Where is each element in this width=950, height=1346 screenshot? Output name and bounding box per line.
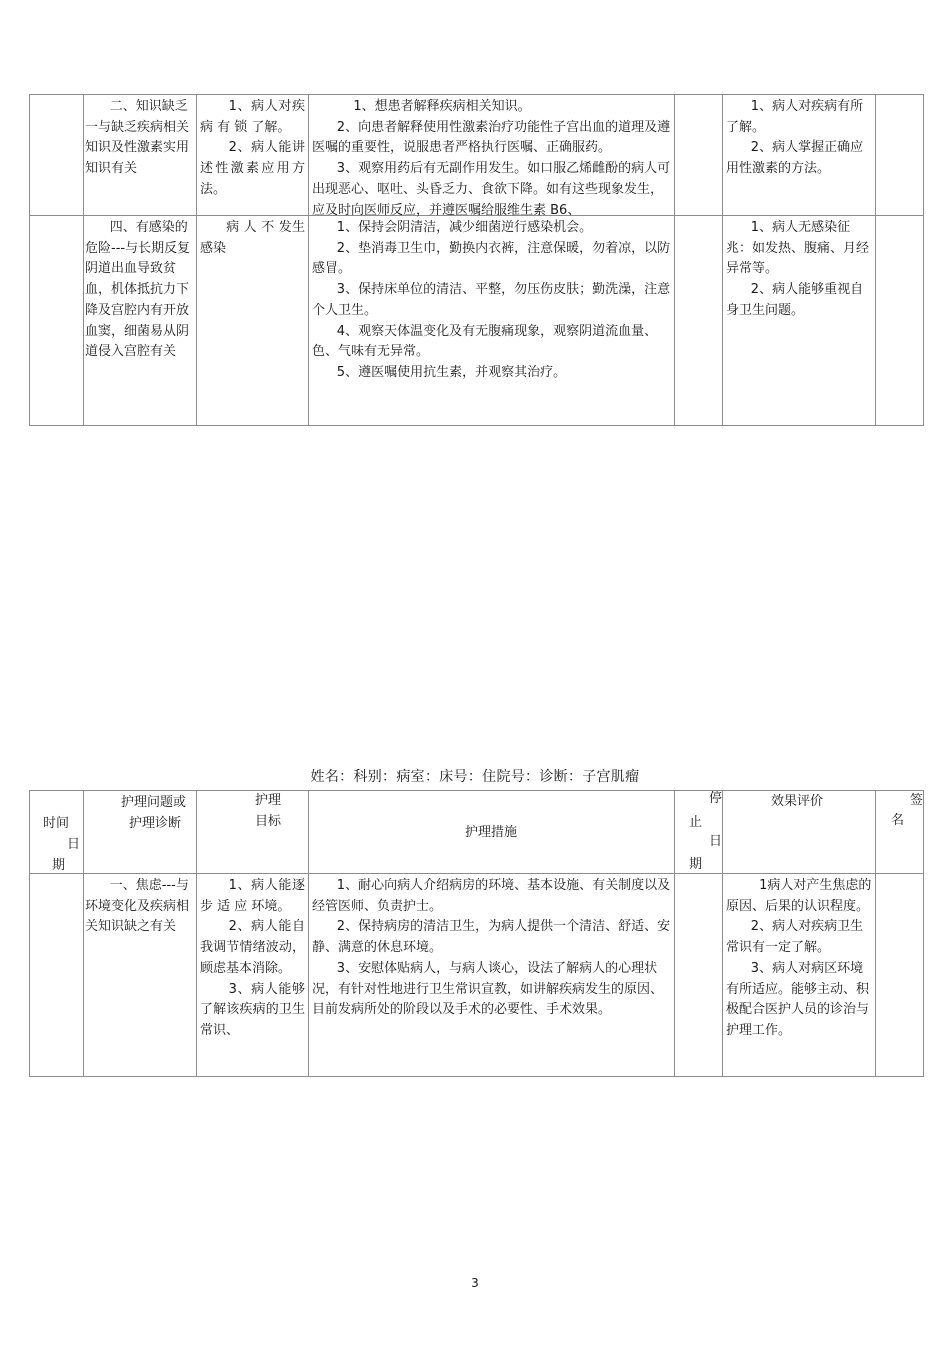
- measures-cell: 1、保持会阴清洁，减少细菌逆行感染机会。 2、垫消毒卫生巾，勤换内衣裤，注意保暖，勿着凉，以防感冒。 3、保持床单位的清洁、平整，勿压伤皮肤；勤洗澡，注意个人卫生。 4、观察天体温变化及有无腹痛现象，观察阴道流血量、色、气味有无异常。 5、遵医嘱使用抗生素，并观察其治疗。: [309, 216, 675, 426]
- date-cell: [30, 874, 84, 1077]
- goal-cell: 病 人 不 发生感染: [197, 216, 309, 426]
- header-date-qi: 期: [52, 858, 66, 873]
- date-cell: [30, 95, 84, 216]
- measures-cell: 1、想患者解释疾病相关知识。 2、向患者解释使用性激素治疗功能性子宫出血的道理及遵医嘱的重要性，说服患者严格执行医嘱、正确服药。 3、观察用药后有无副作用发生。如口服乙烯雌酚的病人可出现恶心、呕吐、头昏乏力、食欲下降。如有这些现象发生，应及时向医师反应，并遵医嘱给服维生素 B6、: [309, 95, 675, 216]
- table-header-row: [30, 791, 924, 874]
- problem-cell: 四、有感染的危险---与长期反复阴道出血导致贫血，机体抵抗力下降及宫腔内有开放血窦，细菌易从阴道侵入宫腔有关: [84, 216, 197, 426]
- evaluation-cell: 1、病人对疾病有所了解。 2、病人掌握正确应用性激素的方法。: [723, 95, 876, 216]
- evaluation-cell: 1、病人无感染征兆：如发热、腹痛、月经异常等。 2、病人能够重视自身卫生问题。: [723, 216, 876, 426]
- header-evaluation: 效果评价: [723, 791, 876, 874]
- header-date-ri: 日: [67, 837, 81, 852]
- table-row: [30, 216, 924, 426]
- goal-cell: 1、病人对疾 病 有 锁 了解。 2、病人能讲述性激素应用方法。: [197, 95, 309, 216]
- care-plan-table: [29, 790, 924, 1077]
- measures-cell: 1、耐心向病人介绍病房的环境、基本设施、有关制度以及经管医师、负责护士。 2、保持病房的清洁卫生，为病人提供一个清洁、舒适、安静、满意的休息环境。 3、安慰体贴病人，与病人谈心，设法了解病人的心理状况，有针对性地进行卫生常识宣教，如讲解疾病发生的原因、目前发病所处的阶段以及手术的必要性、手术效果。: [309, 874, 675, 1077]
- signature-cell: [876, 95, 924, 216]
- stop-date-cell: [675, 216, 723, 426]
- page-number: 3: [471, 1276, 479, 1290]
- table-row: [30, 95, 924, 216]
- stop-date-cell: [675, 874, 723, 1077]
- date-cell: [30, 216, 84, 426]
- header-stop-date: 停 止 日 期: [675, 791, 723, 874]
- care-plan-table-continued: [29, 94, 924, 426]
- problem-cell: 二、知识缺乏一与缺乏疾病相关知识及性激素实用知识有关: [84, 95, 197, 216]
- signature-cell: [876, 216, 924, 426]
- stop-date-cell: [675, 95, 723, 216]
- header-goal: 护理 目标: [197, 791, 309, 874]
- table-row: [30, 874, 924, 1077]
- header-signature: 签 名: [876, 791, 924, 874]
- header-time: 时间: [43, 816, 70, 831]
- header-time-date: [30, 791, 84, 874]
- problem-cell: 一、焦虑---与环境变化及疾病相关知识缺之有关: [84, 874, 197, 1077]
- header-measures: 护理措施: [309, 791, 675, 874]
- header-problem: 护理问题或 护理诊断: [84, 791, 197, 874]
- signature-cell: [876, 874, 924, 1077]
- patient-info-header: 姓名：科别：病室：床号：住院号：诊断：子宫肌瘤: [310, 769, 640, 785]
- goal-cell: 1、病人能逐 步 适 应 环境。 2、病人能自我调节情绪波动，顾虑基本消除。 3、病人能够了解该疾病的卫生常识、: [197, 874, 309, 1077]
- evaluation-cell: 1病人对产生焦虑的原因、后果的认识程度。 2、病人对疾病卫生常识有一定了解。 3、病人对病区环境有所适应。能够主动、积极配合医护人员的诊治与护理工作。: [723, 874, 876, 1077]
